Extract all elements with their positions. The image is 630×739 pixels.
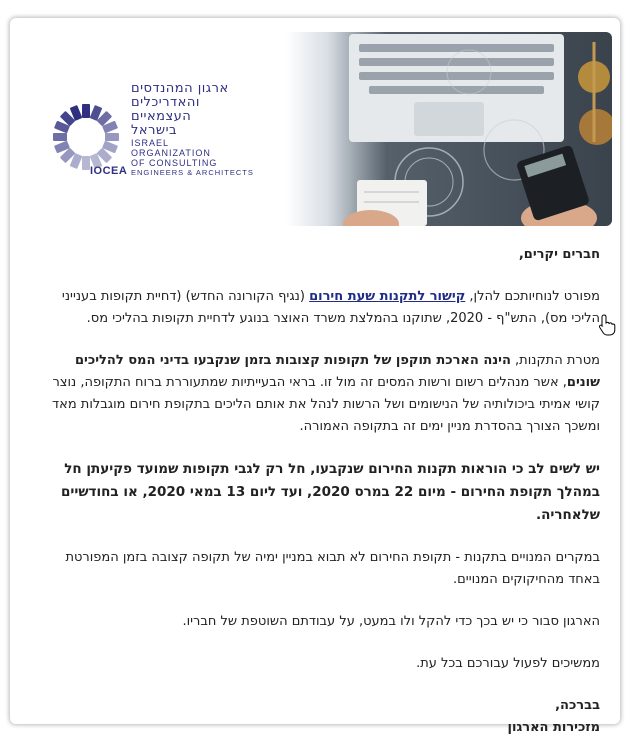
paragraph-purpose: [34, 350, 600, 438]
logo-hebrew-line: ארגון המהנדסים: [131, 81, 229, 96]
regulations-link[interactable]: קישור לתקנות שעת חירום: [309, 289, 466, 304]
paragraph-text: מטרת התקנות,: [510, 353, 600, 368]
logo-english-line: ENGINEERS & ARCHITECTS: [131, 168, 254, 177]
paragraph-closing: ממשיכים לפעול עבורכם בכל עת.: [416, 656, 600, 671]
paragraph-cases: במקרים המנויים בתקנות - תקופת החירום לא תבוא במניין ימיה של תקופה קצובה בזמן המפורטת באחד מהחיקוקים המנויים.: [65, 550, 600, 587]
paragraph-notice: יש לשים לב כי הוראות תקנות החירום שנקבעו, חל רק לגבי תקופות שמועד פקיעתן חל במהלך תקופת החירום - מיום 22 במרס 2020, ועד ליום 13 במאי 2020, או בחודשיים שלאחריה.: [60, 461, 600, 523]
letter-body: [34, 244, 600, 739]
logo-hebrew-line: והאדריכלים: [131, 95, 200, 110]
logo-english-line: OF CONSULTING: [131, 158, 218, 168]
paragraph-text: , אשר מנהלים רשום ורשות המסים זה מול זו. בראי הבעייתיות שמתעוררת ברוח התקופה, נוצר קושי אמיתי ביכולותיה של הנישומים ושל הרשות לנהל את אותם הליכים בתקופת חירום מוגבלות מאד ומשכך הצורך בהסדרת מניין ימים זה בתקופה האמורה.: [52, 375, 600, 434]
paragraph-link: [34, 286, 600, 330]
header-banner: [19, 32, 612, 226]
paragraph-opinion: הארגון סבור כי יש בכך כדי להקל ולו במעט, על עבודתם השוטפת של חבריו.: [182, 614, 600, 629]
email-card: [10, 18, 620, 735]
logo-text: [131, 82, 271, 178]
paragraph-text: מפורט לנוחיותכם להלן,: [465, 289, 600, 304]
hand-cursor-icon: [598, 314, 616, 336]
signature-name: מזכירות הארגון: [507, 720, 600, 735]
logo-english-line: ISRAEL: [131, 138, 170, 148]
greeting: חברים יקרים,: [518, 247, 600, 262]
signature-greeting: בברכה,: [555, 698, 600, 713]
paragraph-text: (נגיף הקורונה החדש) (דחיית תקופות בענייני הליכי מס), התש"ף - 2020, שתוקנו בהמלצת משרד האוצר בנוגע לדחיית תקופות בהליכי מס.: [61, 289, 600, 326]
logo-ring-icon: [51, 102, 121, 172]
logo-abbreviation: IOCEA: [90, 165, 128, 177]
paragraph-highlight: הינה הארכת תוקפן של תקופות קצובות בזמן שנקבעו בדיני המס להליכים שונים: [74, 353, 600, 390]
logo-hebrew-line: בישראל: [131, 123, 178, 138]
logo-english-line: ORGANIZATION: [131, 148, 211, 158]
logo-hebrew-line: העצמאיים: [131, 109, 192, 124]
